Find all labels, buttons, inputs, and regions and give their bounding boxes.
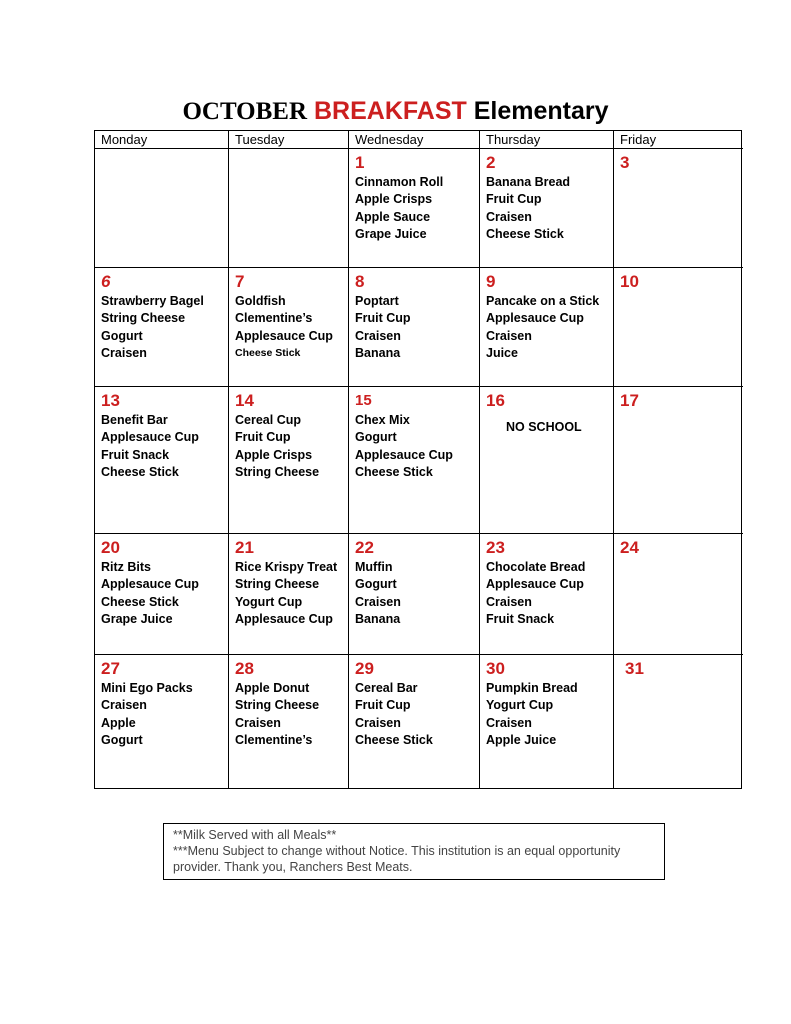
day-number: 29: [355, 659, 374, 678]
menu-item: Gogurt: [101, 328, 143, 343]
menu-item: Apple Crisps: [235, 447, 313, 462]
menu-item: Craisen: [486, 594, 532, 609]
menu-item: Craisen: [101, 698, 147, 713]
menu-item: Mini Ego Packs: [101, 681, 193, 695]
menu-item: Banana: [355, 611, 401, 626]
calendar-day-cell: [95, 655, 229, 788]
menu-calendar: [94, 130, 742, 789]
calendar-day-cell: [229, 534, 349, 655]
menu-item: String Cheese: [235, 698, 320, 713]
menu-item: Gogurt: [101, 732, 143, 747]
menu-item: Banana: [355, 345, 401, 360]
menu-item: Craisen: [355, 715, 401, 730]
menu-item: Fruit Cup: [355, 698, 411, 713]
menu-item: Grape Juice: [355, 226, 427, 241]
calendar-day-cell: [95, 534, 229, 655]
menu-item: Fruit Snack: [486, 611, 555, 626]
menu-item: Goldfish: [235, 294, 286, 308]
menu-item: Strawberry Bagel: [101, 294, 204, 308]
menu-item: Yogurt Cup: [235, 594, 303, 609]
notes-line-disclaimer: ***Menu Subject to change without Notice. This institution is an equal opportunity provider. Thank you, Ranchers Best Meats.: [173, 844, 621, 874]
day-number: 16: [486, 391, 505, 410]
day-number: 30: [486, 659, 505, 678]
calendar-day-cell: [229, 149, 349, 268]
day-number: 9: [486, 272, 496, 291]
menu-item: Applesauce Cup: [101, 430, 199, 445]
calendar-day-cell: [614, 534, 743, 655]
calendar-day-cell: [229, 655, 349, 788]
calendar-day-cell: [480, 655, 614, 788]
calendar-day-cell: [229, 387, 349, 534]
calendar-day-cell: [480, 149, 614, 268]
menu-item: Fruit Snack: [101, 447, 170, 462]
calendar-day-cell: [614, 655, 743, 788]
menu-item: Pumpkin Bread: [486, 681, 578, 695]
menu-item: Cinnamon Roll: [355, 175, 444, 189]
calendar-day-cell: [349, 655, 480, 788]
day-number: 13: [101, 391, 120, 410]
menu-item: Craisen: [355, 594, 401, 609]
menu-item: Applesauce Cup: [101, 577, 199, 592]
weekday-header-tuesday: Tuesday: [229, 131, 349, 149]
menu-item: Applesauce Cup: [235, 611, 333, 626]
calendar-day-cell: [480, 534, 614, 655]
menu-item: Cheese Stick: [101, 594, 179, 609]
menu-item: Chex Mix: [355, 413, 410, 427]
title-month: OCTOBER: [182, 98, 308, 125]
menu-item: Cheese Stick: [355, 732, 433, 747]
day-number: 3: [620, 153, 630, 172]
weekday-header-monday: Monday: [95, 131, 229, 149]
menu-item: Craisen: [235, 715, 281, 730]
day-number: 15: [355, 392, 372, 409]
day-number: 20: [101, 538, 120, 557]
menu-item: Yogurt Cup: [486, 698, 554, 713]
calendar-day-cell: [95, 149, 229, 268]
calendar-day-cell: [480, 268, 614, 387]
day-number: 1: [355, 153, 365, 172]
menu-item: Fruit Cup: [486, 192, 542, 207]
menu-item: Apple: [101, 715, 136, 730]
day-number: 24: [620, 538, 639, 557]
menu-item: String Cheese: [235, 464, 320, 479]
menu-item: Clementine’s: [235, 732, 313, 747]
menu-item: Gogurt: [355, 430, 397, 445]
menu-notes: [163, 823, 665, 880]
menu-item: Cheese Stick: [235, 346, 301, 359]
calendar-day-cell: [614, 387, 743, 534]
menu-item: Cereal Bar: [355, 681, 418, 695]
calendar-day-cell: [349, 387, 480, 534]
day-number: 22: [355, 538, 374, 557]
menu-item: Cheese Stick: [101, 464, 179, 479]
calendar-day-cell: [349, 149, 480, 268]
calendar-day-cell: [349, 534, 480, 655]
menu-item: Applesauce Cup: [355, 447, 453, 462]
menu-item: Pancake on a Stick: [486, 294, 600, 308]
menu-item: Grape Juice: [101, 611, 173, 626]
menu-item: String Cheese: [101, 311, 186, 326]
menu-item: Craisen: [355, 328, 401, 343]
menu-item: Muffin: [355, 560, 393, 574]
weekday-header-wednesday: Wednesday: [349, 131, 480, 149]
day-number: 10: [620, 272, 639, 291]
day-number: 6: [101, 272, 111, 291]
day-number: 14: [235, 391, 254, 410]
day-number: 23: [486, 538, 505, 557]
menu-item: Cheese Stick: [355, 464, 433, 479]
day-number: 31: [625, 659, 644, 678]
notes-line-milk: **Milk Served with all Meals**: [173, 828, 337, 842]
day-number: 17: [620, 391, 639, 410]
day-number: 2: [486, 153, 496, 172]
calendar-day-cell: [480, 387, 614, 534]
menu-item: Ritz Bits: [101, 560, 151, 574]
calendar-day-cell: [95, 387, 229, 534]
weekday-header-thursday: Thursday: [480, 131, 614, 149]
menu-item: Fruit Cup: [355, 311, 411, 326]
day-number: 27: [101, 659, 120, 678]
calendar-day-cell: [95, 268, 229, 387]
menu-item: Cheese Stick: [486, 226, 564, 241]
menu-item: Applesauce Cup: [235, 328, 333, 343]
menu-item: Craisen: [486, 209, 532, 224]
page-title: [0, 96, 791, 127]
menu-item: Apple Sauce: [355, 209, 431, 224]
menu-item: Craisen: [101, 345, 147, 360]
weekday-header-friday: Friday: [614, 131, 743, 149]
menu-item: Banana Bread: [486, 175, 571, 189]
title-school-level: Elementary: [473, 97, 609, 125]
day-number: 8: [355, 272, 365, 291]
calendar-day-cell: [614, 268, 743, 387]
menu-item: Applesauce Cup: [486, 311, 584, 326]
day-number: 7: [235, 272, 245, 291]
menu-item: Benefit Bar: [101, 413, 168, 427]
menu-item: Gogurt: [355, 577, 397, 592]
no-school-note: NO SCHOOL: [506, 420, 582, 434]
menu-item: Rice Krispy Treat: [235, 560, 338, 574]
menu-item: String Cheese: [235, 577, 320, 592]
calendar-day-cell: [229, 268, 349, 387]
menu-item: Craisen: [486, 715, 532, 730]
calendar-day-cell: [349, 268, 480, 387]
menu-item: Poptart: [355, 294, 399, 308]
menu-item: Fruit Cup: [235, 430, 291, 445]
menu-item: Craisen: [486, 328, 532, 343]
menu-item: Apple Donut: [235, 681, 310, 695]
calendar-day-cell: [614, 149, 743, 268]
day-number: 28: [235, 659, 254, 678]
menu-item: Juice: [486, 345, 518, 360]
menu-item: Applesauce Cup: [486, 577, 584, 592]
menu-item: Chocolate Bread: [486, 560, 586, 574]
menu-item: Cereal Cup: [235, 413, 301, 427]
menu-item: Clementine’s: [235, 311, 313, 326]
menu-item: Apple Juice: [486, 732, 557, 747]
title-meal: BREAKFAST: [313, 97, 467, 125]
day-number: 21: [235, 538, 254, 557]
menu-item: Apple Crisps: [355, 192, 433, 207]
